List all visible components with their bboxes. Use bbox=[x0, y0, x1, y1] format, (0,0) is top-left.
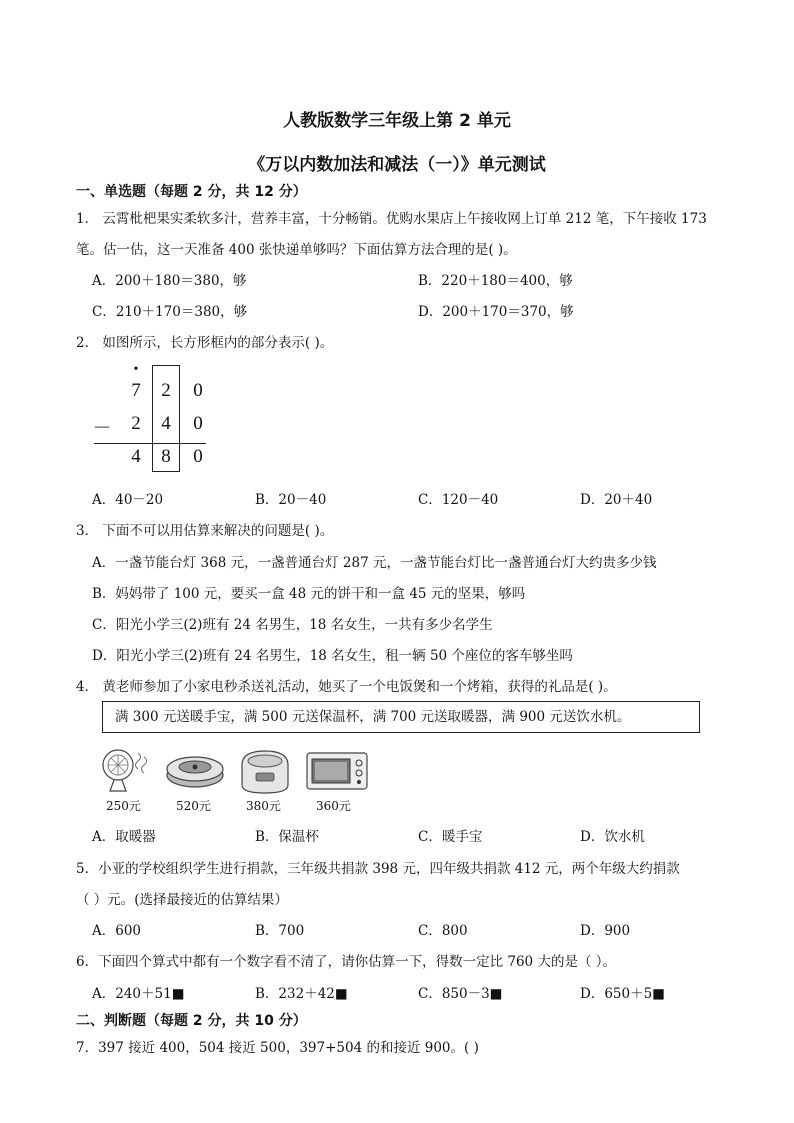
section-heading-true-false: 二、判断题（每题 2 分，共 10 分） bbox=[76, 1013, 307, 1029]
document-title: 人教版数学三年级上第 2 单元 bbox=[283, 111, 511, 131]
digit-r1-c1: 7 bbox=[131, 380, 141, 401]
price-rice-cooker: 380元 bbox=[246, 799, 281, 813]
promotion-note-box: 满 300 元送暖手宝，满 500 元送保温杯，满 700 元送取暖器，满 900 元送饮水机。 bbox=[102, 701, 700, 733]
question-4-line-1: 4． 黄老师参加了小家电秒杀送礼活动，她买了一个电饭煲和一个烤箱，获得的礼品是( )。 bbox=[76, 679, 617, 695]
question-7-line-1: 7．397 接近 400，504 接近 500，397+504 的和接近 900。( ) bbox=[76, 1040, 479, 1056]
question-2-option-c[interactable]: C．120－40 bbox=[418, 492, 499, 508]
rice-cooker-icon bbox=[236, 747, 294, 795]
question-1-option-c[interactable]: C．210＋170＝380，够 bbox=[92, 304, 248, 320]
appliance-row bbox=[96, 745, 386, 815]
question-3-option-a[interactable]: A．一盏节能台灯 368 元，一盏普通台灯 287 元，一盏节能台灯比一盏普通台灯大约贵多少钱 bbox=[92, 555, 657, 571]
carry-dot: • bbox=[133, 362, 139, 377]
digit-r1-c2: 2 bbox=[161, 380, 171, 401]
digit-r2-c2: 4 bbox=[161, 413, 171, 434]
question-5-option-c[interactable]: C．800 bbox=[418, 923, 468, 939]
question-1-line-2: 笔。估一估，这一天准备 400 张快递单够吗？下面估算方法合理的是( )。 bbox=[76, 242, 517, 258]
price-vacuum: 520元 bbox=[176, 799, 211, 813]
question-3-line-1: 3． 下面不可以用估算来解决的问题是( )。 bbox=[76, 523, 334, 539]
question-4-option-d[interactable]: D．饮水机 bbox=[580, 829, 645, 845]
digit-r2-c3: 0 bbox=[193, 413, 203, 434]
digit-r3-c2: 8 bbox=[161, 446, 171, 467]
price-oven: 360元 bbox=[316, 799, 351, 813]
oven-icon bbox=[304, 749, 370, 793]
question-3-option-d[interactable]: D．阳光小学三(2)班有 24 名男生，18 名女生，租一辆 50 个座位的客车够坐吗 bbox=[92, 648, 573, 664]
question-2-line-1: 2． 如图所示，长方形框内的部分表示( )。 bbox=[76, 335, 334, 351]
vertical-subtraction-figure bbox=[92, 360, 212, 475]
section-heading-single-choice: 一、单选题（每题 2 分，共 12 分） bbox=[76, 184, 307, 200]
digit-r1-c3: 0 bbox=[193, 380, 203, 401]
question-5-line-1: 5．小亚的学校组织学生进行捐款，三年级共捐款 398 元，四年级共捐款 412 元，两个年级大约捐款 bbox=[76, 861, 680, 877]
price-heater: 250元 bbox=[106, 799, 141, 813]
question-5-option-d[interactable]: D．900 bbox=[580, 923, 631, 939]
document-subtitle: 《万以内数加法和减法（一）》单元测试 bbox=[248, 155, 546, 175]
question-2-option-d[interactable]: D．20＋40 bbox=[580, 492, 653, 508]
question-1-option-b[interactable]: B．220＋180＝400，够 bbox=[418, 273, 573, 289]
question-1-option-d[interactable]: D．200＋170＝370，够 bbox=[418, 304, 574, 320]
question-5-option-b[interactable]: B．700 bbox=[255, 923, 305, 939]
question-6-option-c[interactable]: C．850－3■ bbox=[418, 986, 503, 1002]
question-5-option-a[interactable]: A．600 bbox=[92, 923, 142, 939]
question-6-option-d[interactable]: D．650＋5■ bbox=[580, 986, 665, 1002]
question-4-option-c[interactable]: C．暖手宝 bbox=[418, 829, 483, 845]
question-2-option-b[interactable]: B．20－40 bbox=[255, 492, 327, 508]
question-3-option-b[interactable]: B．妈妈带了 100 元，要买一盒 48 元的饼干和一盒 45 元的坚果，够吗 bbox=[92, 586, 526, 602]
question-2-option-a[interactable]: A．40－20 bbox=[92, 492, 164, 508]
question-4-option-b[interactable]: B．保温杯 bbox=[255, 829, 319, 845]
result-line bbox=[94, 443, 206, 444]
robot-vacuum-icon bbox=[164, 749, 226, 791]
question-1-option-a[interactable]: A．200＋180＝380，够 bbox=[92, 273, 247, 289]
question-6-line-1: 6．下面四个算式中都有一个数字看不清了，请你估算一下，得数一定比 760 大的是（ ）。 bbox=[76, 954, 616, 970]
digit-r2-c1: 2 bbox=[131, 413, 141, 434]
question-6-option-b[interactable]: B．232＋42■ bbox=[255, 986, 348, 1002]
question-6-option-a[interactable]: A．240＋51■ bbox=[92, 986, 185, 1002]
minus-sign: － bbox=[92, 418, 112, 439]
question-5-line-2: （ ）元。(选择最接近的估算结果） bbox=[76, 892, 289, 908]
digit-r3-c3: 0 bbox=[193, 446, 203, 467]
question-1-line-1: 1． 云霄枇杷果实柔软多汁，营养丰富，十分畅销。优购水果店上午接收网上订单 212 笔，下午接收 173 bbox=[76, 211, 707, 227]
electric-heater-icon bbox=[96, 745, 156, 795]
digit-r3-c1: 4 bbox=[131, 446, 141, 467]
question-3-option-c[interactable]: C．阳光小学三(2)班有 24 名男生，18 名女生，一共有多少名学生 bbox=[92, 617, 493, 633]
question-4-option-a[interactable]: A．取暖器 bbox=[92, 829, 156, 845]
highlight-rectangle bbox=[152, 365, 180, 472]
